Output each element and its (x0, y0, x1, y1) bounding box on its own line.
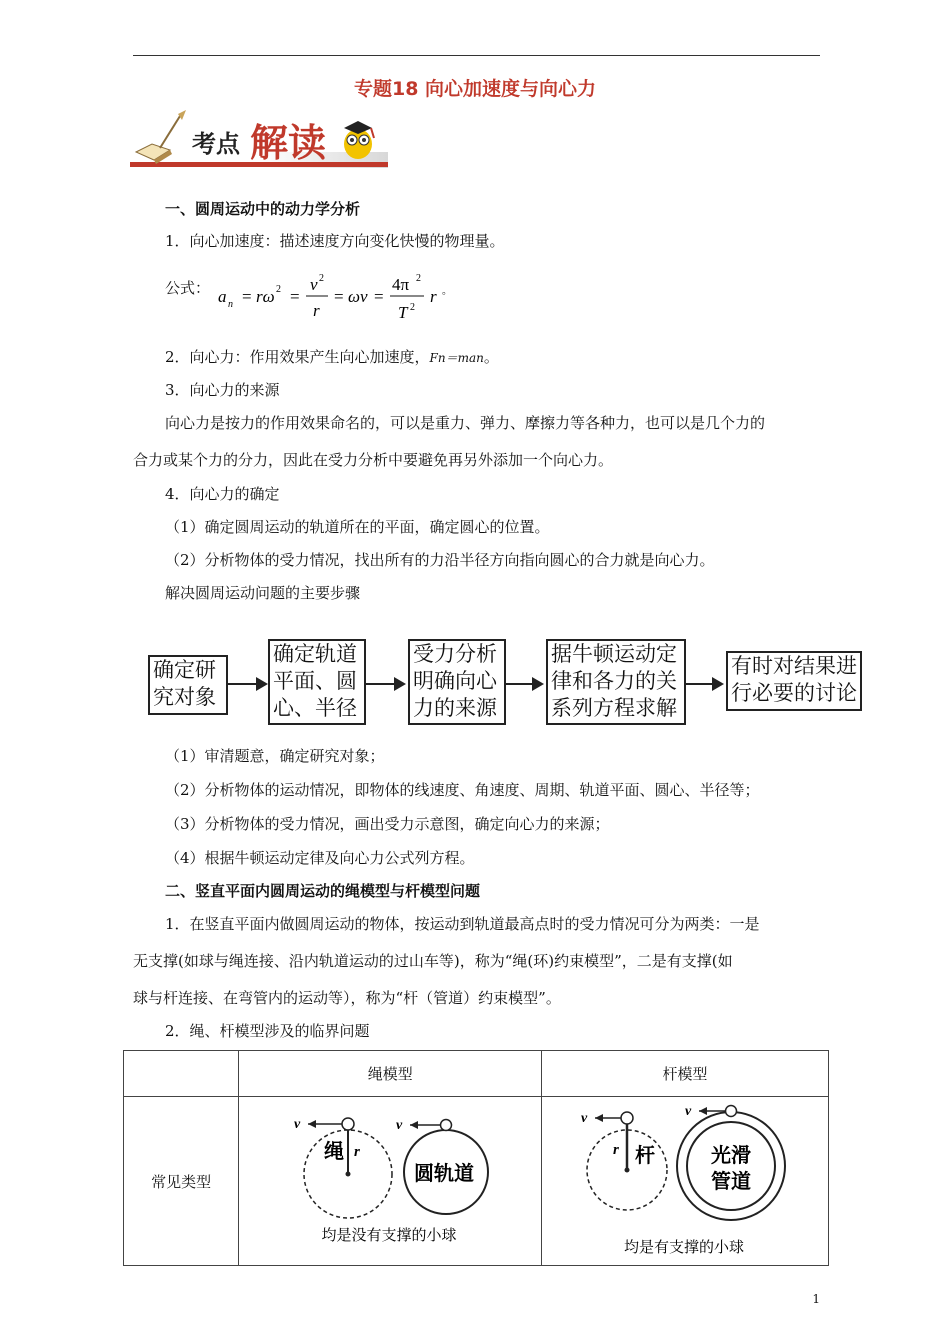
svg-text:=: = (374, 287, 384, 306)
rope-r-label: r (354, 1144, 361, 1160)
step-4: （4）根据牛顿运动定律及向心力公式列方程。 (165, 849, 475, 867)
flow-step-3: 受力分析 明确向心 力的来源 (408, 639, 506, 725)
solving-steps-flowchart (148, 633, 868, 728)
formula-t4-den-sup: 2 (410, 302, 415, 313)
flow-step-1: 确定研 究对象 (148, 655, 228, 715)
formula-lhs: a (218, 287, 227, 306)
rope-model-diagram (240, 1098, 538, 1264)
steps-title: 解决圆周运动问题的主要步骤 (165, 584, 361, 602)
formula-t3: ωv (348, 287, 368, 306)
flow-arrow-4 (684, 683, 722, 685)
tube-v-label: v (685, 1104, 692, 1119)
row-label-common-types: 常见类型 (124, 1097, 239, 1266)
svg-text:=: = (242, 287, 252, 306)
track-v-label: v (396, 1118, 403, 1133)
flow-step-4: 据牛顿运动定 律和各力的关 系列方程求解 (546, 639, 686, 725)
step-2: （2）分析物体的运动情况，即物体的线速度、角速度、周期、轨道平面、圆心、半径等； (165, 781, 760, 799)
tube-label-2: 管道 (711, 1169, 752, 1193)
page-number: 1 (812, 1292, 820, 1306)
rope-label: 绳 (324, 1139, 345, 1163)
centripetal-acceleration-formula (218, 272, 458, 324)
formula-t4-den: T (398, 303, 408, 322)
section2-p1-line3: 球与杆连接、在弯管内的运动等），称为“杆（管道）约束模型”。 (133, 989, 561, 1007)
section2-heading: 二、竖直平面内圆周运动的绳模型与杆模型问题 (165, 882, 481, 900)
section1-heading: 一、圆周运动中的动力学分析 (165, 200, 361, 218)
flow-arrow-2 (364, 683, 404, 685)
section2-p1-line1: 1．在竖直平面内做圆周运动的物体，按运动到轨道最高点时的受力情况可分为两类：一是 (165, 915, 760, 933)
formula-t2-num: v (310, 275, 318, 294)
formula-t4-num: 4π (392, 275, 410, 294)
section1-p1: 1．向心加速度：描述速度方向变化快慢的物理量。 (165, 232, 505, 250)
section1-p3-body-line1: 向心力是按力的作用效果命名的，可以是重力、弹力、摩擦力等各种力，也可以是几个力的 (165, 414, 766, 432)
formula-t2-num-sup: 2 (319, 273, 324, 284)
rod-r-label: r (613, 1142, 619, 1158)
step-3: （3）分析物体的受力情况，画出受力示意图，确定向心力的来源； (165, 815, 610, 833)
flow-arrow-1 (226, 683, 266, 685)
table-header-row (124, 1051, 829, 1097)
banner-text-jiedu: 解读 (250, 120, 327, 165)
formula-t1: rω (256, 287, 275, 306)
flow-arrow-3 (504, 683, 542, 685)
rope-model-cell (239, 1097, 542, 1266)
formula-end: 。 (442, 286, 452, 297)
section1-p2: 2．向心力：作用效果产生向心加速度，Fn＝man。 (165, 348, 499, 366)
section1-p4-1: （1）确定圆周运动的轨道所在的平面，确定圆心的位置。 (165, 518, 550, 536)
formula-t2-den: r (313, 301, 320, 320)
table-header-rope: 绳模型 (239, 1051, 542, 1097)
table-row (124, 1097, 829, 1266)
rod-v-label: v (581, 1111, 588, 1126)
kaodian-jiedu-banner (130, 108, 390, 170)
section1-p3-body-line2: 合力或某个力的分力，因此在受力分析中要避免再另外添加一个向心力。 (133, 451, 614, 469)
banner-text-kaodian: 考点 (192, 129, 240, 158)
rod-caption: 均是有支撑的小球 (624, 1238, 745, 1256)
formula-t4-num-sup: 2 (416, 273, 421, 284)
rope-caption: 均是没有支撑的小球 (321, 1226, 457, 1244)
page-title: 专题18 向心加速度与向心力 (353, 78, 597, 100)
formula-t4-tail: r (430, 287, 437, 306)
tube-label-1: 光滑 (711, 1143, 752, 1167)
p2-formula: Fn＝man (429, 351, 484, 365)
track-label: 圆轨道 (414, 1161, 475, 1185)
table-header-empty (124, 1051, 239, 1097)
section1-p3: 3．向心力的来源 (165, 381, 280, 399)
header-rule (133, 55, 820, 56)
svg-text:=: = (334, 287, 344, 306)
flow-step-5: 有时对结果进 行必要的讨论 (726, 651, 862, 711)
banner-graphic (130, 108, 390, 170)
flow-step-2: 确定轨道 平面、圆 心、半径 (268, 639, 366, 725)
section1-p4: 4．向心力的确定 (165, 485, 280, 503)
rod-model-cell (542, 1097, 829, 1266)
section1-p4-2: （2）分析物体的受力情况，找出所有的力沿半径方向指向圆心的合力就是向心力。 (165, 551, 715, 569)
table-header-rod: 杆模型 (542, 1051, 829, 1097)
rope-v-label: v (294, 1117, 301, 1132)
section2-p2: 2．绳、杆模型涉及的临界问题 (165, 1022, 370, 1040)
rod-model-diagram (543, 1098, 825, 1264)
formula-t1-sup: 2 (276, 284, 281, 295)
formula-lhs-sub: n (228, 299, 233, 310)
svg-text:=: = (290, 287, 300, 306)
step-1: （1）审清题意，确定研究对象； (165, 747, 385, 765)
formula-label: 公式： (165, 279, 211, 297)
rod-label: 杆 (635, 1143, 656, 1167)
section2-p1-line2: 无支撑(如球与绳连接、沿内轨道运动的过山车等)，称为“绳(环)约束模型”，二是有支撑(如 (133, 952, 733, 970)
critical-models-table (123, 1050, 829, 1266)
